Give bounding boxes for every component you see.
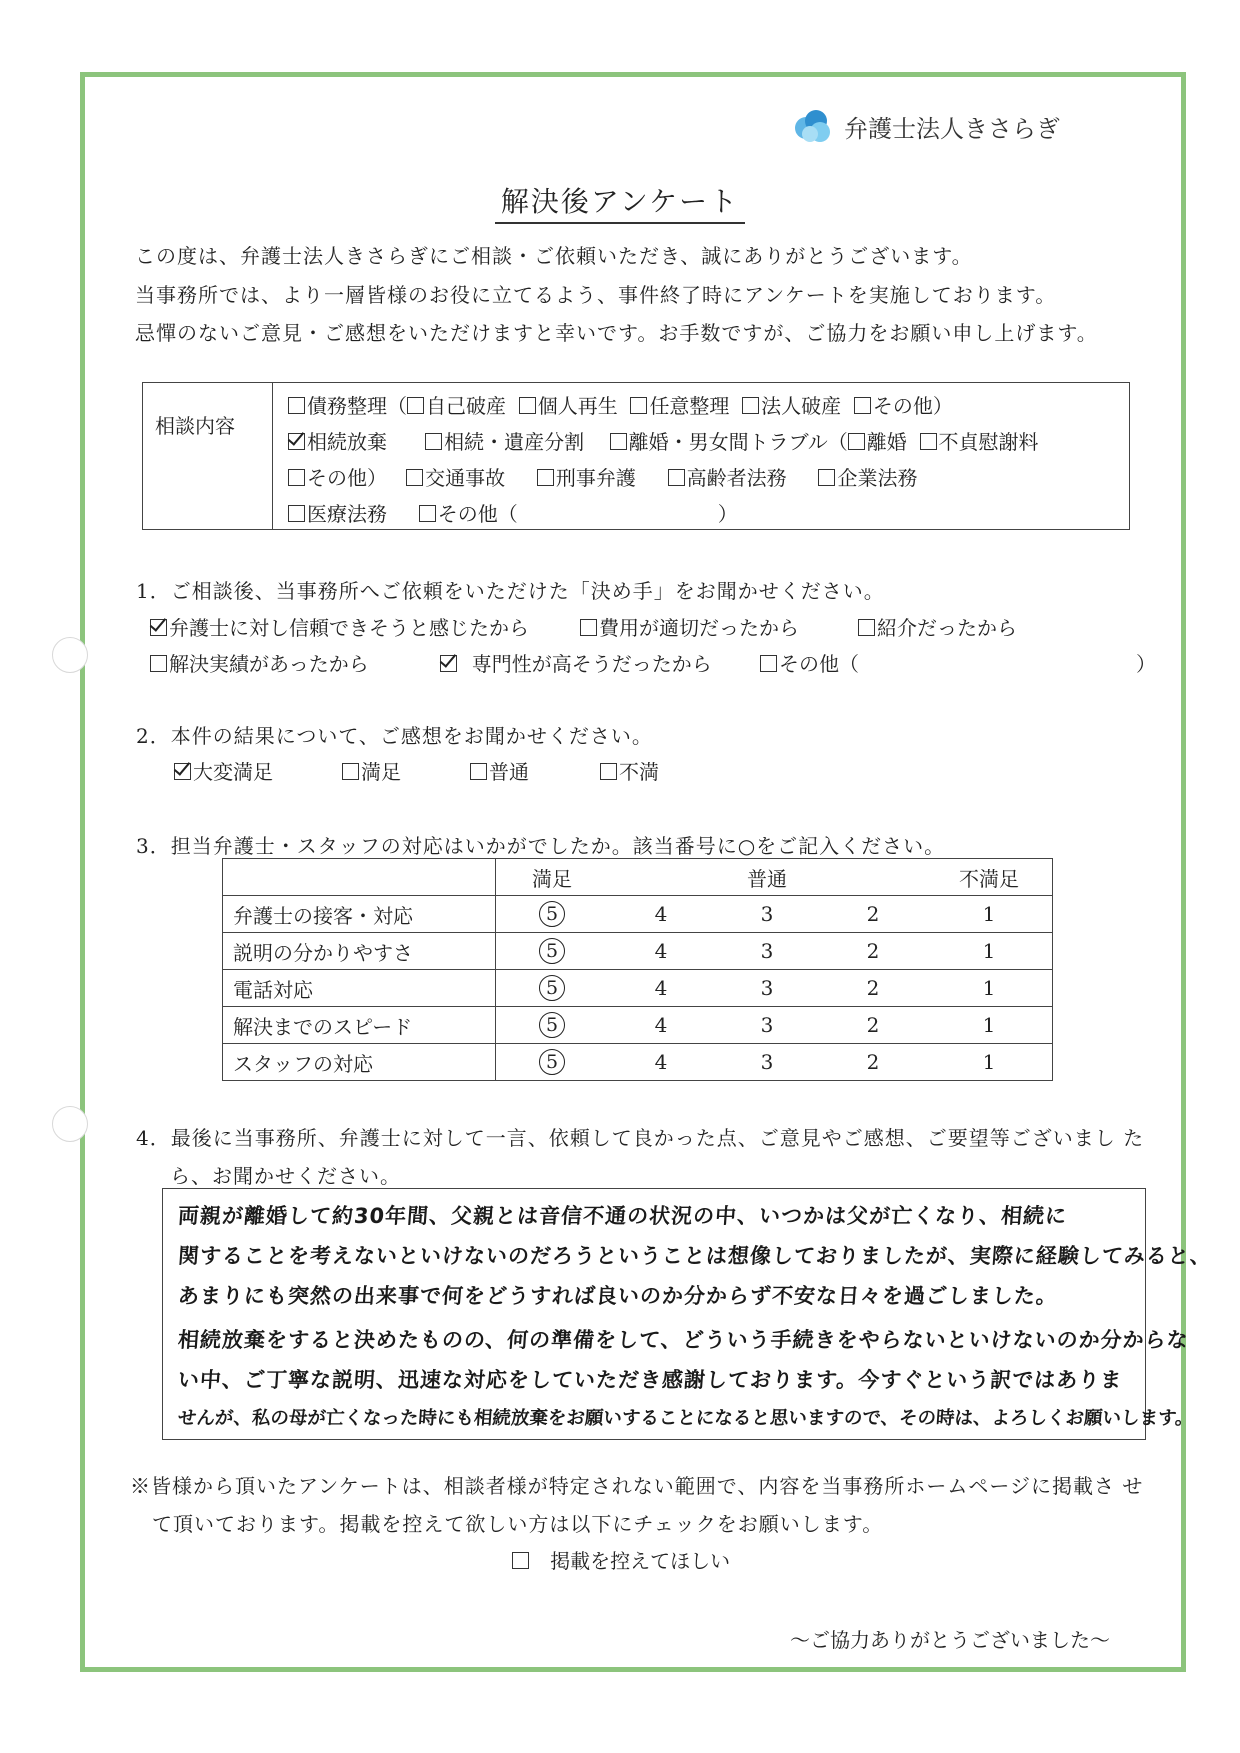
checkbox-checked[interactable] (150, 619, 167, 636)
checkbox-checked[interactable] (440, 655, 457, 672)
rating-header-satisfied: 満足 (496, 859, 609, 896)
rating-row-label: スタッフの対応 (223, 1044, 496, 1081)
checkbox-other[interactable] (419, 505, 436, 522)
rating-row (223, 1007, 1053, 1044)
q1-option-other-close: ） (1136, 652, 1156, 676)
category-row-1: 債務整理（ 自己破産 個人再生 任意整理 法人破産 その他） (288, 390, 953, 419)
rating-header-blank (223, 859, 496, 896)
category-row-2: 相続放棄 相続・遺産分割 離婚・男女間トラブル（ 離婚 不貞慰謝料 (288, 426, 1039, 455)
rating-row-label: 解決までのスピード (223, 1007, 496, 1044)
checkbox-inheritance-renounce[interactable] (288, 433, 305, 450)
rating-score-4[interactable]: 4 (608, 896, 714, 933)
q1-option-other[interactable]: その他（ (760, 648, 859, 677)
rating-header-blank (820, 859, 926, 896)
q1-option-track-record[interactable]: 解決実績があったから (150, 648, 369, 677)
checkbox-traffic[interactable] (406, 469, 423, 486)
comment-line: い中、ご丁寧な説明、迅速な対応をしていただき感謝しております。今すぐという訳ではありま (177, 1368, 1124, 1392)
checkbox[interactable] (150, 655, 167, 672)
question-4-line-2: ら、お聞かせください。 (170, 1164, 401, 1188)
circled-score: 5 (539, 975, 565, 1001)
q1-option-expertise[interactable]: 専門性が高そうだったから (440, 648, 712, 677)
rating-score-5[interactable] (496, 896, 609, 933)
rating-score-3[interactable]: 3 (714, 933, 820, 970)
publication-note-line-1: ※皆様から頂いたアンケートは、相談者様が特定されない範囲で、内容を当事務所ホームページに掲載さ せ (130, 1474, 1144, 1498)
intro-line: 当事務所では、より一層皆様のお役に立てるよう、事件終了時にアンケートを実施しております。 (135, 283, 1057, 307)
rating-score-1[interactable]: 1 (926, 896, 1053, 933)
rating-row-label: 説明の分かりやすさ (223, 933, 496, 970)
question-1: 1．ご相談後、当事務所へご依頼をいただけた「決め手」をお聞かせください。 (136, 579, 885, 603)
q2-option-very-satisfied[interactable]: 大変満足 (174, 756, 273, 785)
rating-score-4[interactable]: 4 (608, 970, 714, 1007)
rating-score-3[interactable]: 3 (714, 1044, 820, 1081)
cloud-logo-icon (790, 104, 834, 148)
rating-score-2[interactable]: 2 (820, 1044, 926, 1081)
category-row-4: 医療法務 その他（ ） (288, 498, 738, 527)
checkbox[interactable] (858, 619, 875, 636)
circled-score: 5 (539, 1049, 565, 1075)
rating-row-label: 電話対応 (223, 970, 496, 1007)
checkbox-voluntary[interactable] (630, 397, 647, 414)
punch-hole (52, 637, 88, 673)
q1-option-fee[interactable]: 費用が適切だったから (580, 612, 799, 641)
q2-option-dissatisfied[interactable]: 不満 (600, 756, 659, 785)
question-3: 3．担当弁護士・スタッフの対応はいかがでしたか。該当番号に○をご記入ください。 (136, 834, 946, 858)
checkbox-elderly[interactable] (668, 469, 685, 486)
comment-line: あまりにも突然の出来事で何をどうすれば良いのか分からず不安な日々を過ごしました。 (177, 1284, 1059, 1308)
q2-option-neutral[interactable]: 普通 (470, 756, 529, 785)
rating-row (223, 1044, 1053, 1081)
rating-score-2[interactable]: 2 (820, 1007, 926, 1044)
rating-score-4[interactable]: 4 (608, 933, 714, 970)
rating-header-dissatisfied: 不満足 (926, 859, 1053, 896)
checkbox[interactable] (580, 619, 597, 636)
rating-row (223, 896, 1053, 933)
rating-row (223, 970, 1053, 1007)
checkbox-bankruptcy[interactable] (407, 397, 424, 414)
rating-header-neutral: 普通 (714, 859, 820, 896)
intro-line: 忌憚のないご意見・ご感想をいただけますと幸いです。お手数ですが、ご協力をお願い申し上げます。 (135, 321, 1098, 345)
circled-score: 5 (539, 938, 565, 964)
rating-score-3[interactable]: 3 (714, 1007, 820, 1044)
comment-line: せんが、私の母が亡くなった時にも相続放棄をお願いすることになると思いますので、その時は、よろしくお願いします。 (177, 1408, 1195, 1429)
q2-option-satisfied[interactable]: 満足 (342, 756, 401, 785)
rating-header-row (223, 859, 1053, 896)
comment-line: 相続放棄をすると決めたものの、何の準備をして、どういう手続きをやらないといけないのか分からな (177, 1328, 1190, 1352)
rating-header-blank (608, 859, 714, 896)
checkbox-divorce-other[interactable] (288, 469, 305, 486)
page-title: 解決後アンケート (0, 180, 1240, 220)
checkbox[interactable] (760, 655, 777, 672)
question-4-line-1: 4．最後に当事務所、弁護士に対して一言、依頼して良かった点、ご意見やご感想、ご要望等ございまし た (136, 1126, 1145, 1150)
rating-row-label: 弁護士の接客・対応 (223, 896, 496, 933)
checkbox[interactable] (470, 763, 487, 780)
consultation-label: 相談内容 (155, 414, 235, 438)
rating-score-3[interactable]: 3 (714, 896, 820, 933)
category-row-3: その他） 交通事故 刑事弁護 高齢者法務 企業法務 (288, 462, 917, 491)
comment-line: 両親が離婚して約30年間、父親とは音信不通の状況の中、いつかは父が亡くなり、相続に (177, 1204, 1069, 1228)
rating-score-3[interactable]: 3 (714, 970, 820, 1007)
publication-note-line-2: て頂いております。掲載を控えて欲しい方は以下にチェックをお願いします。 (152, 1512, 884, 1536)
rating-score-5[interactable] (496, 1044, 609, 1081)
checkbox-estate[interactable] (425, 433, 442, 450)
rating-score-2[interactable]: 2 (820, 933, 926, 970)
consultation-divider (142, 382, 273, 530)
checkbox-rehab[interactable] (519, 397, 536, 414)
circled-score: 5 (539, 901, 565, 927)
checkbox-debt-other[interactable] (854, 397, 871, 414)
closing-thanks: ～ご協力ありがとうございました～ (790, 1628, 1110, 1652)
rating-row (223, 933, 1053, 970)
rating-score-1[interactable]: 1 (926, 933, 1053, 970)
rating-score-1[interactable]: 1 (926, 1007, 1053, 1044)
checkbox-medical[interactable] (288, 505, 305, 522)
question-2: 2．本件の結果について、ご感想をお聞かせください。 (136, 724, 653, 748)
rating-score-5[interactable] (496, 1007, 609, 1044)
checkbox-corporate[interactable] (818, 469, 835, 486)
checkbox-divorce-trouble[interactable] (610, 433, 627, 450)
checkbox-divorce[interactable] (848, 433, 865, 450)
rating-score-2[interactable]: 2 (820, 970, 926, 1007)
punch-hole (52, 1106, 88, 1142)
checkbox-debt[interactable] (288, 397, 305, 414)
intro-line: この度は、弁護士法人きさらぎにご相談・ご依頼いただき、誠にありがとうございます。 (135, 244, 973, 268)
checkbox-checked[interactable] (174, 763, 191, 780)
circled-score: 5 (539, 1012, 565, 1038)
rating-score-4[interactable]: 4 (608, 1044, 714, 1081)
optout-checkbox[interactable] (512, 1552, 529, 1569)
rating-score-1[interactable]: 1 (926, 970, 1053, 1007)
checkbox-criminal[interactable] (537, 469, 554, 486)
rating-score-1[interactable]: 1 (926, 1044, 1053, 1081)
rating-table (222, 858, 1053, 1081)
checkbox-adultery[interactable] (920, 433, 937, 450)
optout-option[interactable]: 掲載を控えてほしい (512, 1545, 730, 1574)
rating-score-4[interactable]: 4 (608, 1007, 714, 1044)
rating-score-5[interactable] (496, 933, 609, 970)
comment-line: 関することを考えないといけないのだろうということは想像しておりましたが、実際に経験してみると、 (177, 1244, 1213, 1268)
rating-score-2[interactable]: 2 (820, 896, 926, 933)
checkbox-corp-bankruptcy[interactable] (742, 397, 759, 414)
checkbox[interactable] (600, 763, 617, 780)
rating-score-5[interactable] (496, 970, 609, 1007)
firm-logo (790, 104, 1060, 148)
checkbox[interactable] (342, 763, 359, 780)
q1-option-referral[interactable]: 紹介だったから (858, 612, 1017, 641)
q1-option-trust[interactable]: 弁護士に対し信頼できそうと感じたから (150, 612, 529, 641)
firm-name: 弁護士法人きさらぎ (844, 114, 1060, 143)
